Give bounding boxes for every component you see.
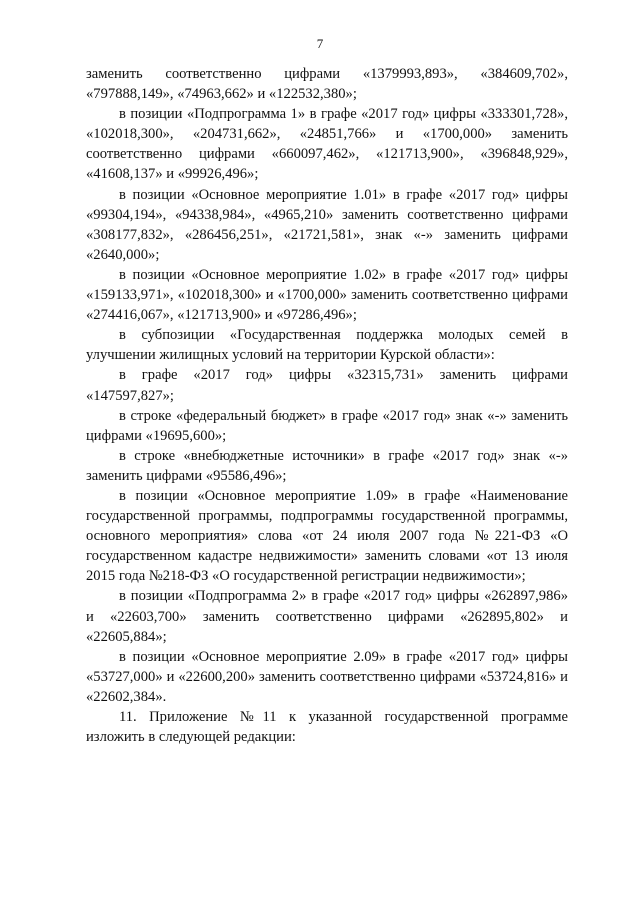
paragraph: в позиции «Основное мероприятие 1.09» в графе «Наименование государственной программы, подпрограммы государственной программы, основного мероприятия» слова «от 24 июля 2007 года №221-ФЗ «О государственном кадастре недвижимости» заменить словами «от 13 июля 2015 года №218-ФЗ «О государственной регистрации недвижимости»;	[86, 487, 568, 585]
paragraph: в позиции «Подпрограмма 1» в графе «2017 год» цифры «333301,728», «102018,300», «204731,662», «24851,766» и «1700,000» заменить соответственно цифрами «660097,462», «121713,900», «396848,929», «41608,137» и «99926,496»;	[86, 106, 568, 183]
document-body	[86, 64, 568, 747]
paragraph: в строке «внебюджетные источники» в графе «2017 год» знак «-» заменить цифрами «95586,496»;	[86, 447, 568, 484]
paragraph: в строке «федеральный бюджет» в графе «2017 год» знак «-» заменить цифрами «19695,600»;	[86, 407, 568, 444]
paragraph: 11. Приложение №11 к указанной государственной программе изложить в следующей редакции:	[86, 709, 568, 746]
paragraph: в позиции «Подпрограмма 2» в графе «2017 год» цифры «262897,986» и «22603,700» заменить соответственно цифрами «262895,802» и «22605,884»;	[86, 588, 568, 645]
paragraph: в субпозиции «Государственная поддержка молодых семей в улучшении жилищных условий на территории Курской области»:	[86, 327, 568, 364]
paragraph: заменить соответственно цифрами «1379993,893», «384609,702», «797888,149», «74963,662» и «122532,380»;	[86, 66, 568, 103]
paragraph: в позиции «Основное мероприятие 1.01» в графе «2017 год» цифры «99304,194», «94338,984», «4965,210» заменить соответственно цифрами «308177,832», «286456,251», «21721,581», знак «-» заменить цифрами «2640,000»;	[86, 186, 568, 263]
paragraph: в графе «2017 год» цифры «32315,731» заменить цифрами «147597,827»;	[86, 367, 568, 404]
paragraph: в позиции «Основное мероприятие 1.02» в графе «2017 год» цифры «159133,971», «102018,300» и «1700,000» заменить соответственно цифрами «274416,067», «121713,900» и «97286,496»;	[86, 266, 568, 324]
page-number: 7	[316, 36, 324, 51]
paragraph: в позиции «Основное мероприятие 2.09» в графе «2017 год» цифры «53727,000» и «22600,200» заменить соответственно цифрами «53724,816» и «22602,384».	[86, 648, 568, 705]
